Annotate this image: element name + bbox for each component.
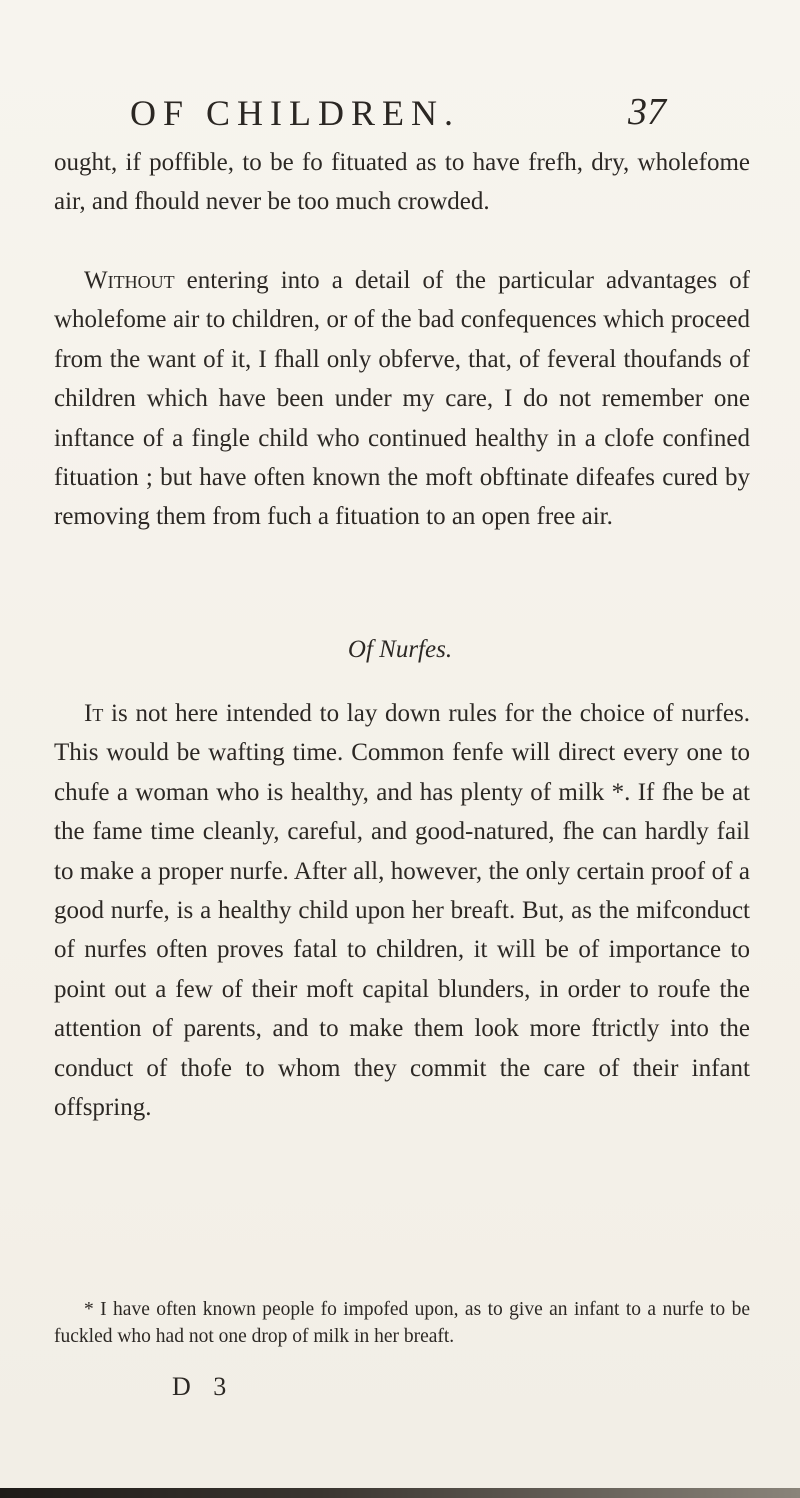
- paragraph-lead-word: It: [84, 700, 104, 727]
- page-number: 37: [628, 91, 666, 133]
- paragraph-nurses: [54, 694, 750, 1127]
- page-bottom-edge: [0, 1488, 800, 1498]
- paragraph-lead-word: Without: [84, 267, 175, 294]
- running-title: OF CHILDREN.: [130, 93, 461, 133]
- footnote: * I have often known people fo impofed upon, as to give an infant to a nurfe to be fuckled who had not one drop of milk in her breaft.: [54, 1299, 750, 1347]
- section-heading: Of Nurfes.: [347, 636, 453, 663]
- paragraph-fresh-air: [54, 261, 750, 537]
- paragraph-continuation: ought, if poffible, to be fo fituated as to have frefh, dry, wholefome air, and fhould never be too much crowded.: [54, 149, 750, 216]
- paragraph-text: is not here intended to lay down rules for the choice of nurfes. This would be wafting time. Common fenfe will direct every one to chufe a woman who is healthy, and has plenty of milk *. If fhe be at the fame time cleanly, careful, and good-natured, fhe can hardly fail to make a proper nurfe. After all, however, the only certain proof of a good nurfe, is a healthy child upon her breaft. But, as the mifconduct of nurfes often proves fatal to children, it will be of importance to point out a few of their moft capital blunders, in order to roufe the attention of parents, and to make them look more ftrictly into the conduct of thofe to whom they commit the care of their infant offspring.: [54, 700, 750, 1122]
- paragraph-text: entering into a detail of the particular advantages of wholefome air to children, or of the bad confequences which proceed from the want of it, I fhall only obferve, that, of feveral thoufands of children which have been under my care, I do not remember one inftance of a fingle child who continued healthy in a clofe confined fituation ; but have often known the moft obftinate difeafes cured by removing them from fuch a fituation to an open free air.: [54, 267, 750, 531]
- signature-mark: D 3: [172, 1372, 235, 1401]
